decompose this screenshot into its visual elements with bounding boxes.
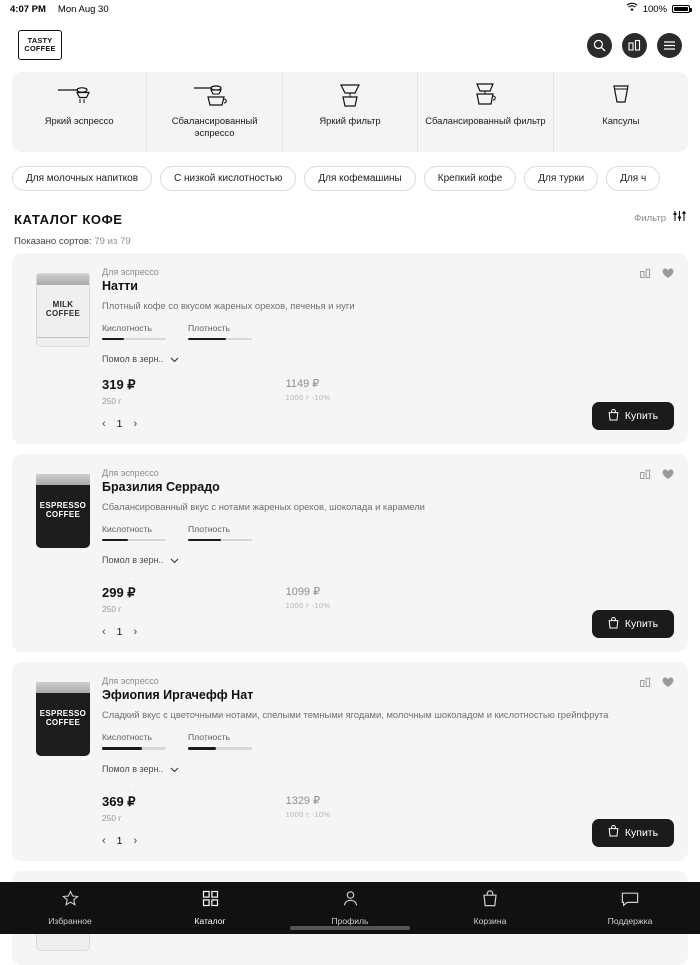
product-thumbnail[interactable] xyxy=(24,676,102,846)
price-1000: 1149 ₽ xyxy=(285,378,320,391)
page-title: КАТАЛОГ КОФЕ xyxy=(14,212,123,227)
quantity-increase-icon[interactable]: › xyxy=(133,626,138,639)
portafilter-icon xyxy=(56,82,102,108)
results-count-value: 79 из 79 xyxy=(94,236,131,247)
category-item-bright-filter[interactable] xyxy=(283,72,418,152)
compare-icon xyxy=(628,39,641,52)
user-icon xyxy=(342,890,359,912)
product-bag-text: ESPRESSO COFFEE xyxy=(39,501,87,520)
product-description: Плотный кофе со вкусом жареных орехов, печенья и нуги xyxy=(102,300,355,311)
price-1000-weight: 1000 г -10% xyxy=(285,393,331,403)
price-250-weight: 250 г xyxy=(102,396,122,407)
category-strip[interactable] xyxy=(12,72,688,152)
portafilter-cup-icon xyxy=(192,82,238,108)
quantity-value: 1 xyxy=(116,834,123,847)
category-item-capsules[interactable] xyxy=(554,72,688,152)
meter-acidity xyxy=(102,524,166,542)
tag-chip[interactable]: Для турки xyxy=(524,166,598,191)
tag-chip[interactable]: Для молочных напитков xyxy=(12,166,152,191)
product-prices xyxy=(102,377,670,406)
app-header xyxy=(0,18,700,68)
tab-label: Профиль xyxy=(331,916,369,926)
price-250: 369 ₽ xyxy=(102,793,136,809)
product-kicker: Для эспрессо xyxy=(102,267,159,277)
price-250-weight: 250 г xyxy=(102,604,122,615)
compare-button[interactable] xyxy=(622,33,647,58)
product-kicker: Для эспрессо xyxy=(102,468,159,479)
meter-body xyxy=(188,524,252,542)
quantity-stepper[interactable] xyxy=(102,418,670,430)
filter-label: Фильтр xyxy=(634,212,666,224)
tab-label: Избранное xyxy=(48,916,92,926)
category-item-balanced-filter[interactable] xyxy=(418,72,553,152)
product-name[interactable]: Бразилия Серрадо xyxy=(102,480,220,495)
product-meters xyxy=(102,524,670,542)
status-bar-date: Mon Aug 30 xyxy=(57,3,109,15)
logo[interactable] xyxy=(18,30,62,60)
tag-chip[interactable]: Для ч xyxy=(606,166,660,191)
product-card[interactable] xyxy=(12,454,688,652)
quantity-decrease-icon[interactable]: ‹ xyxy=(102,418,106,431)
category-label: Яркий эспрессо xyxy=(44,115,114,126)
tag-chip[interactable]: Для кофемашины xyxy=(304,166,415,191)
quantity-increase-icon[interactable]: › xyxy=(133,834,138,847)
product-thumbnail[interactable] xyxy=(24,267,102,430)
quantity-stepper[interactable] xyxy=(102,626,670,638)
logo-line-1: TASTY xyxy=(27,36,53,46)
buy-button[interactable] xyxy=(592,610,674,638)
grind-dotted-divider: · · · · · · · · xyxy=(102,786,150,794)
bag-icon xyxy=(608,825,619,840)
bag-icon xyxy=(608,617,619,632)
results-count xyxy=(0,227,700,253)
compare-icon[interactable] xyxy=(640,467,651,485)
grind-select[interactable] xyxy=(102,551,670,569)
meter-acidity xyxy=(102,323,166,341)
tab-label: Поддержка xyxy=(607,915,653,926)
results-count-label: Показано сортов: xyxy=(14,236,92,247)
grind-select[interactable] xyxy=(102,760,670,778)
home-indicator xyxy=(290,926,410,930)
heart-icon[interactable] xyxy=(662,467,674,485)
heart-icon[interactable] xyxy=(662,266,674,284)
tab-favorites[interactable] xyxy=(0,890,140,926)
status-bar xyxy=(0,0,700,18)
quantity-decrease-icon[interactable]: ‹ xyxy=(102,834,106,847)
meter-label: Плотность xyxy=(188,523,231,534)
bottom-tab-bar[interactable] xyxy=(0,882,700,934)
status-bar-time: 4:07 PM xyxy=(10,3,46,15)
category-item-balanced-espresso[interactable] xyxy=(147,72,282,152)
grid-icon xyxy=(202,890,219,912)
quantity-decrease-icon[interactable]: ‹ xyxy=(102,626,106,639)
catalog-header xyxy=(0,191,700,227)
product-name[interactable]: Эфиопия Иргачефф Нат xyxy=(102,688,254,703)
grind-label: Помол в зерн.. xyxy=(102,763,164,774)
tab-label: Корзина xyxy=(473,916,507,926)
tab-support[interactable] xyxy=(560,891,700,926)
category-label: Яркий фильтр xyxy=(319,115,381,126)
menu-button[interactable] xyxy=(657,33,682,58)
buy-button-label: Купить xyxy=(624,826,659,839)
price-1000: 1099 ₽ xyxy=(285,586,321,599)
bag-icon xyxy=(608,409,619,424)
product-name[interactable]: Натти xyxy=(102,279,138,293)
grind-dotted-divider: · · · · · · · · xyxy=(102,578,150,586)
compare-icon[interactable] xyxy=(640,675,651,693)
search-button[interactable] xyxy=(587,33,612,58)
meter-label: Кислотность xyxy=(102,523,152,534)
product-prices xyxy=(102,585,670,614)
battery-icon xyxy=(672,5,690,13)
quantity-stepper[interactable] xyxy=(102,835,670,847)
meter-label: Плотность xyxy=(188,322,231,333)
filter-sliders-icon xyxy=(673,209,686,227)
price-1000-weight: 1000 г -10% xyxy=(285,601,331,611)
tab-cart[interactable] xyxy=(420,890,560,926)
battery-percent-label: 100% xyxy=(642,3,667,15)
category-label: Капсулы xyxy=(602,115,640,126)
product-description: Сладкий вкус с цветочными нотами, спелыми темными ягодами, молочным шоколадом и кислотностью грейпфрута xyxy=(102,709,609,721)
bag-icon xyxy=(482,890,498,912)
product-description: Сбалансированный вкус с нотами жареных орехов, шоколада и карамели xyxy=(102,501,425,513)
meter-body xyxy=(188,323,252,341)
compare-icon[interactable] xyxy=(640,266,651,284)
product-meters xyxy=(102,732,670,750)
category-label: Сбалансированный эспрессо xyxy=(171,115,258,138)
logo-line-2: COFFEE xyxy=(24,44,56,53)
price-1000-weight: 1000 г -10% xyxy=(285,809,331,819)
product-meters xyxy=(102,323,670,341)
buy-button[interactable] xyxy=(592,819,674,847)
chevron-down-icon xyxy=(170,551,179,569)
tag-chip[interactable]: Крепкий кофе xyxy=(424,166,517,191)
meter-body xyxy=(188,732,252,750)
grind-select[interactable] xyxy=(102,350,670,368)
wifi-icon xyxy=(626,3,638,15)
category-label: Сбалансированный фильтр xyxy=(425,115,546,126)
chevron-down-icon xyxy=(170,760,179,778)
tab-profile[interactable] xyxy=(280,890,420,926)
chevron-down-icon xyxy=(170,350,179,368)
grind-label: Помол в зерн.. xyxy=(102,354,164,365)
price-250: 299 ₽ xyxy=(102,585,136,601)
meter-label: Плотность xyxy=(188,732,231,743)
product-prices xyxy=(102,794,670,823)
capsule-icon xyxy=(608,82,634,108)
buy-button[interactable] xyxy=(592,402,674,430)
star-icon xyxy=(62,890,79,912)
product-bag-text: MILK COFFEE xyxy=(45,300,81,318)
price-250-weight: 250 г xyxy=(102,812,122,823)
price-250: 319 ₽ xyxy=(102,377,136,393)
tab-label: Каталог xyxy=(194,916,226,926)
price-1000: 1329 ₽ xyxy=(285,794,321,807)
product-list xyxy=(0,253,700,965)
quantity-value: 1 xyxy=(116,626,123,639)
quantity-value: 1 xyxy=(116,418,123,431)
hamburger-menu-icon xyxy=(663,40,676,51)
meter-acidity xyxy=(102,732,166,750)
search-icon xyxy=(593,39,606,52)
product-thumbnail[interactable] xyxy=(24,468,102,638)
product-card[interactable] xyxy=(12,253,688,444)
buy-button-label: Купить xyxy=(624,618,659,631)
tag-filter-row[interactable] xyxy=(0,152,700,191)
pourover-cup-icon xyxy=(468,82,502,108)
pourover-icon xyxy=(333,82,367,108)
product-bag-text: ESPRESSO COFFEE xyxy=(39,709,87,728)
app-page xyxy=(0,18,700,882)
tag-chip[interactable]: С низкой кислотностью xyxy=(160,166,296,191)
filter-button[interactable] xyxy=(634,209,686,227)
product-kicker: Для эспрессо xyxy=(102,676,159,687)
heart-icon[interactable] xyxy=(662,675,674,693)
product-card[interactable] xyxy=(12,662,688,860)
category-item-bright-espresso[interactable] xyxy=(12,72,147,152)
meter-label: Кислотность xyxy=(102,322,152,333)
tab-catalog[interactable] xyxy=(140,890,280,926)
chat-icon xyxy=(621,891,639,912)
grind-label: Помол в зерн.. xyxy=(102,555,164,566)
meter-label: Кислотность xyxy=(102,732,152,743)
quantity-increase-icon[interactable]: › xyxy=(133,418,138,431)
buy-button-label: Купить xyxy=(624,410,659,423)
